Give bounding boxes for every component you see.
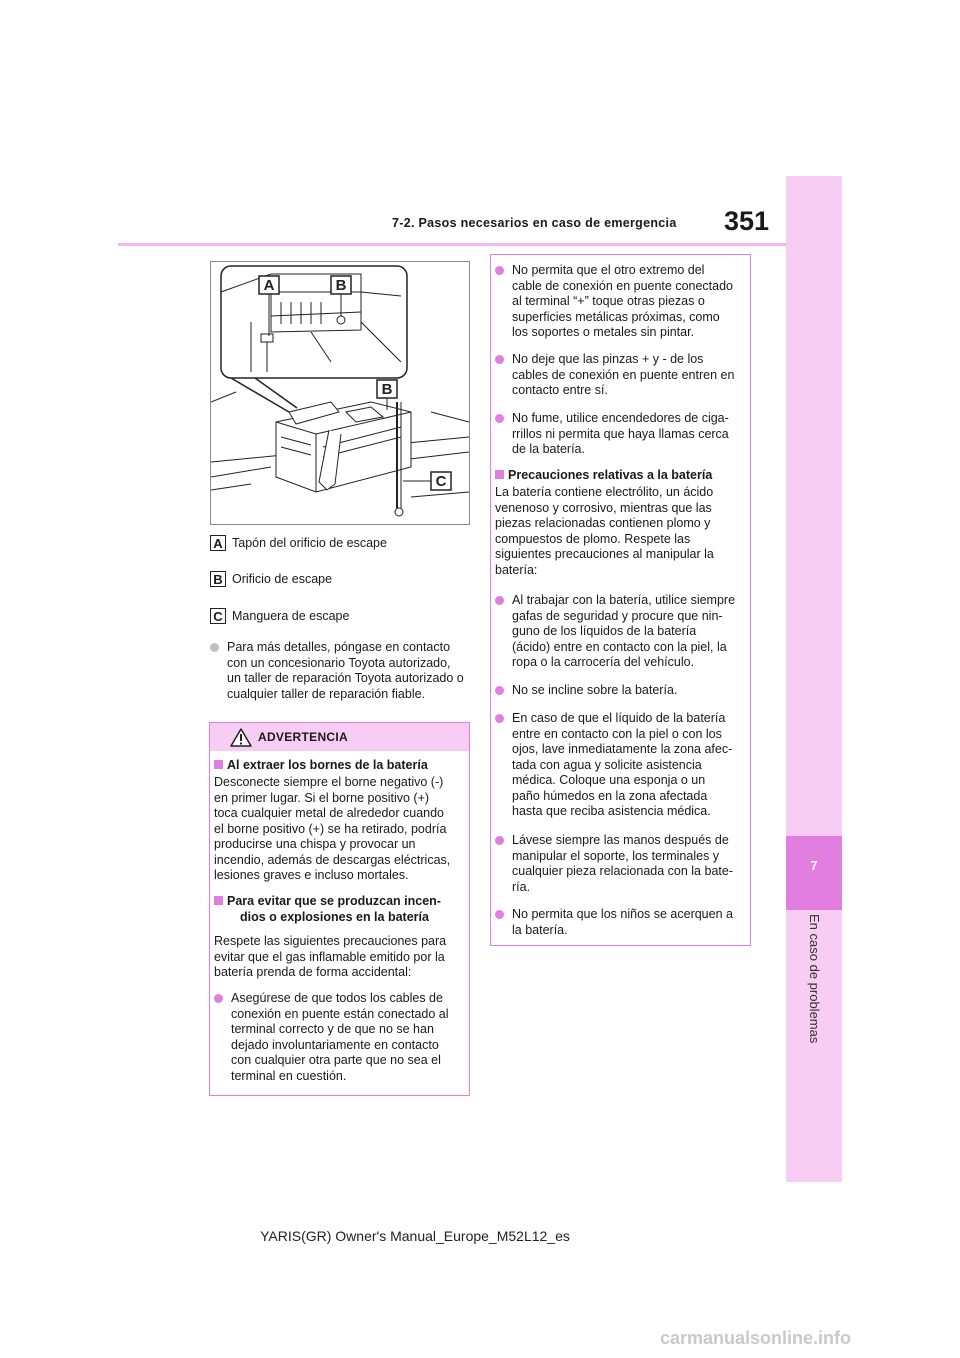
text-line: de la batería.	[512, 442, 585, 456]
bullet-dot	[495, 266, 504, 275]
text-line: gafas de seguridad y procure que nin-	[512, 608, 723, 623]
text-line: cables de conexión en puente entren en	[512, 367, 735, 382]
bullet-lines	[512, 352, 734, 399]
text-line: entre en contacto con la piel o con los	[512, 726, 722, 741]
page-number: 351	[724, 206, 770, 236]
text-line: No fume, utilice encendedores de ciga-	[512, 411, 729, 425]
warning-box	[209, 722, 470, 1096]
battery-figure	[210, 261, 470, 525]
text-line: La batería contiene electrólito, un ácido	[495, 485, 714, 499]
bullet-lines	[512, 593, 735, 671]
chapter-title: En caso de problemas	[807, 914, 822, 1044]
text-line: manipular el soporte, los terminales y	[512, 848, 720, 863]
text-line: toca cualquier metal de alrededor cuando	[214, 806, 445, 820]
text-line: médica. Coloque una esponja o un	[512, 773, 706, 787]
bullet-dot	[495, 355, 504, 364]
text-line: dejado involuntariamente en contacto	[231, 1037, 439, 1052]
title-line: dios o explosiones en la batería	[240, 909, 429, 924]
right-bullet-3	[495, 411, 747, 459]
bullet-dot	[495, 596, 504, 605]
bullet-dot	[495, 836, 504, 845]
footer-text: YARIS(GR) Owner's Manual_Europe_M52L12_es	[260, 1228, 570, 1244]
warning-section2-text	[214, 934, 446, 981]
text-line: terminal correcto y de que no se han	[231, 1022, 434, 1036]
bullet-lines	[512, 683, 677, 699]
text-line: Respete las siguientes precauciones para	[214, 934, 447, 948]
bullet-lines	[231, 991, 449, 1084]
text-line: (ácido) entre en contacto con la piel, la	[512, 639, 727, 654]
bullet-lines	[512, 833, 733, 895]
text-line: No se incline sobre la batería.	[512, 683, 678, 697]
text-line: al terminal “+” toque otras piezas o	[512, 294, 705, 308]
bullet-lines	[227, 640, 464, 702]
battery-illustration	[211, 262, 469, 524]
text-line: lesiones graves e incluso mortales.	[214, 868, 409, 882]
right-section-text	[495, 485, 714, 578]
legend-item-c	[210, 608, 349, 624]
text-line: Asegúrese de que todos los cables de	[231, 991, 443, 1005]
text-line: En caso de que el líquido de la batería	[512, 711, 726, 725]
text-line: el borne positivo (+) se ha retirado, podría	[214, 821, 447, 836]
text-line: batería:	[495, 562, 538, 577]
bullet-dot	[495, 686, 504, 695]
text-line: piezas relacionadas contienen plomo y	[495, 516, 711, 530]
svg-text:C: C	[435, 473, 447, 490]
text-line: No permita que el otro extremo del	[512, 263, 705, 277]
text-line: producirse una chispa y provocar un	[214, 837, 416, 851]
warning-title: ADVERTENCIA	[258, 730, 348, 744]
text-line: guno de los líquidos de la batería	[512, 624, 697, 638]
right-bullet-1	[495, 263, 747, 343]
text-line: en primer lugar. Si el borne positivo (+)	[214, 790, 430, 805]
text-line: ojos, lave inmediatamente la zona afec-	[512, 742, 733, 756]
text-line: ropa o la carrocería del vehículo.	[512, 655, 695, 669]
text-line: un taller de reparación Toyota autorizado o	[227, 671, 464, 685]
legend-item-b	[210, 571, 332, 587]
right-section-title: Precauciones relativas a la batería	[495, 468, 712, 484]
text-line: compuestos de plomo. Respete las	[495, 531, 691, 546]
text-line: contacto entre sí.	[512, 383, 608, 397]
text-line: conexión en puente están conectado al	[231, 1006, 449, 1021]
text-line: cable de conexión en puente conectado	[512, 278, 734, 293]
chapter-number-tab	[786, 836, 842, 910]
legend-text: Manguera de escape	[232, 609, 350, 623]
bullet-lines	[512, 411, 729, 458]
info-bullet	[210, 640, 470, 704]
svg-text:B: B	[381, 381, 393, 398]
bullet-lines	[512, 907, 733, 938]
text-line: terminal en cuestión.	[231, 1068, 347, 1083]
bullet-dot	[495, 414, 504, 423]
warning-bullet-1	[214, 991, 466, 1087]
text-line: cualquier taller de reparación fiable.	[227, 686, 426, 701]
legend-key: B	[210, 571, 226, 587]
right-bullet-6	[495, 711, 747, 823]
right-bullet-7	[495, 833, 747, 897]
bullet-dot	[495, 910, 504, 919]
text-line: siguientes precauciones al manipular la	[495, 547, 714, 561]
section-square-icon	[214, 760, 223, 769]
header-rule	[118, 243, 786, 246]
text-line: con cualquier otra parte que no sea el	[231, 1053, 441, 1067]
section-title: 7-2. Pasos necesarios en caso de emergencia	[392, 216, 677, 230]
warning-section2-title	[214, 894, 441, 925]
right-bullet-5	[495, 683, 747, 699]
warning-header	[210, 723, 469, 751]
text-line: paño húmedos en la zona afectada	[512, 788, 708, 803]
text-line: cualquier pieza relacionada con la bate-	[512, 864, 733, 878]
section-square-icon	[214, 896, 223, 905]
text-line: venenoso y corrosivo, mientras que las	[495, 500, 712, 515]
text-line: ría.	[512, 879, 531, 894]
legend-key: C	[210, 608, 226, 624]
legend-key: A	[210, 535, 226, 551]
watermark: carmanualsonline.info	[660, 1328, 852, 1348]
text-line: la batería.	[512, 922, 568, 937]
text-line: Para más detalles, póngase en contacto	[227, 640, 451, 654]
text-line: evitar que el gas inflamable emitido por la	[214, 949, 445, 964]
text-line: incendio, además de descargas eléctricas,	[214, 852, 451, 867]
warning-section1-text	[214, 775, 450, 884]
warning-continuation-box	[490, 254, 751, 946]
text-line: tada con agua y solicite asistencia	[512, 757, 702, 772]
text-line: con un concesionario Toyota autorizado,	[227, 655, 451, 670]
bullet-dot	[214, 994, 223, 1003]
legend-item-a	[210, 535, 387, 551]
text-line: Al trabajar con la batería, utilice siempre	[512, 593, 736, 607]
right-bullet-4	[495, 593, 747, 673]
text-line: superficies metálicas próximas, como	[512, 309, 720, 324]
text-line: rrillos ni permita que haya llamas cerca	[512, 426, 729, 441]
bullet-dot	[495, 714, 504, 723]
text-line: No deje que las pinzas + y - de los	[512, 352, 704, 366]
text-line: Lávese siempre las manos después de	[512, 833, 729, 847]
bullet-lines	[512, 711, 732, 820]
text-line: los soportes o metales sin pintar.	[512, 325, 695, 339]
right-bullet-2	[495, 352, 747, 400]
text-line: No permita que los niños se acerquen a	[512, 907, 733, 921]
text-line: hasta que reciba asistencia médica.	[512, 804, 711, 818]
legend-text: Orificio de escape	[232, 572, 333, 586]
text-line: Desconecte siempre el borne negativo (-)	[214, 775, 444, 789]
warning-section1-title: Al extraer los bornes de la batería	[214, 758, 428, 774]
svg-text:A: A	[263, 277, 275, 294]
chapter-number: 7	[810, 858, 818, 873]
right-bullet-8	[495, 907, 747, 939]
bullet-lines	[512, 263, 733, 341]
bullet-dot	[210, 643, 219, 652]
title-line: Para evitar que se produzcan incen-	[227, 894, 441, 908]
legend-text: Tapón del orificio de escape	[232, 536, 387, 550]
svg-text:B: B	[335, 277, 347, 294]
section-square-icon	[495, 470, 504, 479]
text-line: batería prenda de forma accidental:	[214, 965, 412, 979]
warning-triangle-icon	[230, 728, 252, 747]
